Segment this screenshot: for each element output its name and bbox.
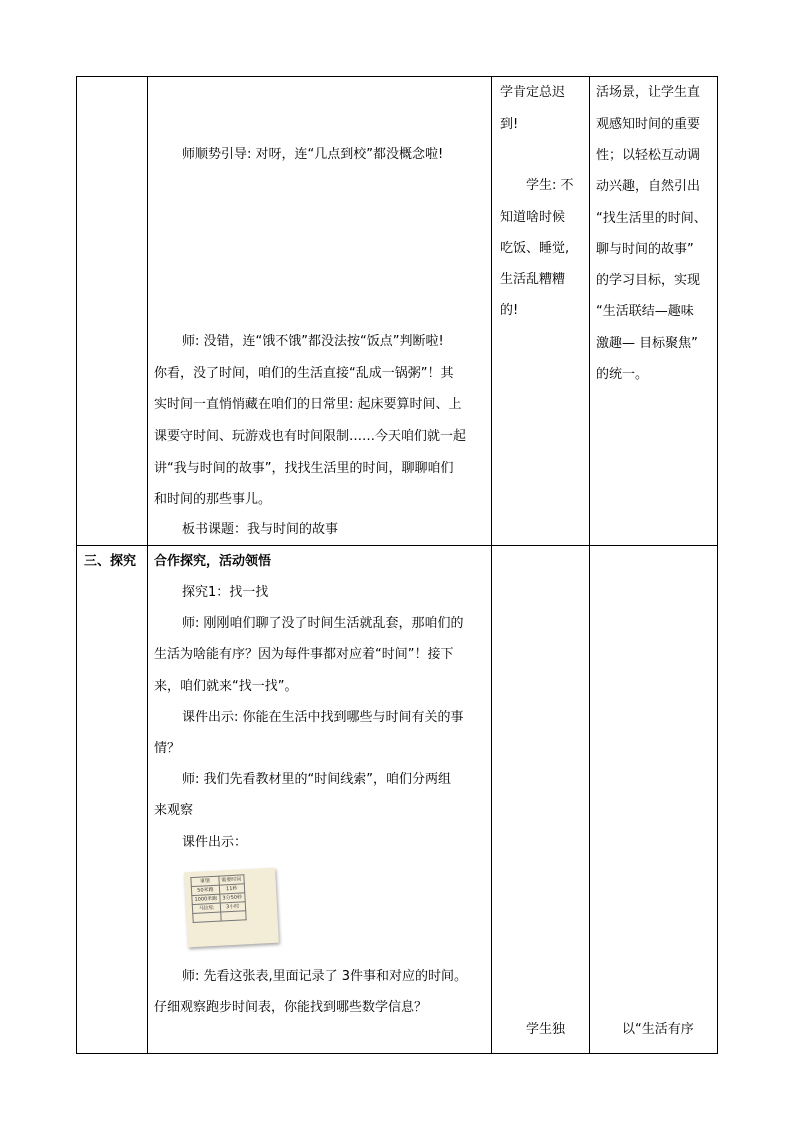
section-heading: 合作探究，活动领悟 xyxy=(154,554,272,569)
column-divider xyxy=(589,77,590,1053)
content-line: 探究1：找一找 xyxy=(182,585,269,600)
content-line: 来观察 xyxy=(154,803,194,818)
content-line: 和时间的那些事儿。 xyxy=(154,492,272,507)
content-line: 板书课题：我与时间的故事 xyxy=(182,522,339,537)
student-line: 的! xyxy=(500,303,519,318)
content-line: 来，咱们就来“找一找”。 xyxy=(154,679,298,694)
image-table-cell xyxy=(220,911,245,921)
intent-line: 动兴趣，自然引出 xyxy=(596,179,701,194)
content-line: 师顺势引导: 对呀，连“几点到校”都没概念啦! xyxy=(182,147,444,162)
image-table-cell xyxy=(193,912,221,922)
content-line: 师: 先看这张表,里面记录了 3件事和对应的时间。 xyxy=(182,969,468,984)
intent-line: “找生活里的时间、 xyxy=(596,211,707,226)
row-divider xyxy=(77,545,717,546)
image-table-cell: 3小时 xyxy=(220,902,245,912)
intent-line: 激趣— 目标聚焦” xyxy=(596,336,698,351)
image-table-cell: 50米跑 xyxy=(191,885,219,895)
intent-line: “生活联结—趣味 xyxy=(596,304,694,319)
content-line: 仔细观察跑步时间表，你能找到哪些数学信息？ xyxy=(154,1000,428,1015)
student-line: 生活乱糟糟 xyxy=(500,272,566,287)
image-table-cell: 11秒 xyxy=(219,884,244,894)
content-line: 课件出示： xyxy=(182,835,248,850)
content-line: 实时间一直悄悄藏在咱们的日常里: 起床要算时间、上 xyxy=(154,397,462,412)
content-line: 师: 没错，连“饿不饿”都没法按“饭点”判断啦! xyxy=(182,334,444,349)
intent-line: 的学习目标，实现 xyxy=(596,273,701,288)
student-line: 学肯定总迟 xyxy=(500,85,566,100)
intent-line: 聊与时间的故事” xyxy=(596,242,694,257)
content-line: 讲“我与时间的故事”，找找生活里的时间，聊聊咱们 xyxy=(154,461,454,476)
content-line: 课要守时间、玩游戏也有时间限制……今天咱们就一起 xyxy=(154,429,467,444)
intent-line: 以“生活有序 xyxy=(622,1022,694,1037)
image-table-header: 需要时间 xyxy=(219,875,244,885)
student-line: 知道啥时候 xyxy=(500,210,566,225)
column-divider xyxy=(147,77,148,1053)
intent-line: 的统一。 xyxy=(596,367,649,382)
image-table-header: 事情 xyxy=(191,876,219,886)
content-line: 师: 刚刚咱们聊了没了时间生活就乱套，那咱们的 xyxy=(182,616,464,631)
section-label: 三、探究 xyxy=(84,554,137,569)
student-line: 学生独 xyxy=(526,1022,566,1037)
intent-line: 观感知时间的重要 xyxy=(596,117,701,132)
time-table-image xyxy=(184,868,279,948)
intent-line: 性；以轻松互动调 xyxy=(596,148,701,163)
column-divider xyxy=(491,77,492,1053)
content-line: 情？ xyxy=(154,741,181,756)
student-line: 学生: 不 xyxy=(526,178,574,193)
content-line: 课件出示: 你能在生活中找到哪些与时间有关的事 xyxy=(182,710,464,725)
student-line: 吃饭、睡觉, xyxy=(500,241,570,256)
image-table-cell: 马拉松 xyxy=(192,903,220,913)
content-line: 你看，没了时间，咱们的生活直接“乱成一锅粥”！其 xyxy=(154,366,454,381)
image-table-cell: 1000米跑 xyxy=(192,894,220,904)
intent-line: 活场景，让学生直 xyxy=(596,85,701,100)
image-table-cell: 3分50秒 xyxy=(220,893,245,903)
content-line: 生活为啥能有序？因为每件事都对应着“时间”！接下 xyxy=(154,647,454,662)
student-line: 到! xyxy=(500,117,519,132)
content-line: 师: 我们先看教材里的“时间线索”，咱们分两组 xyxy=(182,772,451,787)
